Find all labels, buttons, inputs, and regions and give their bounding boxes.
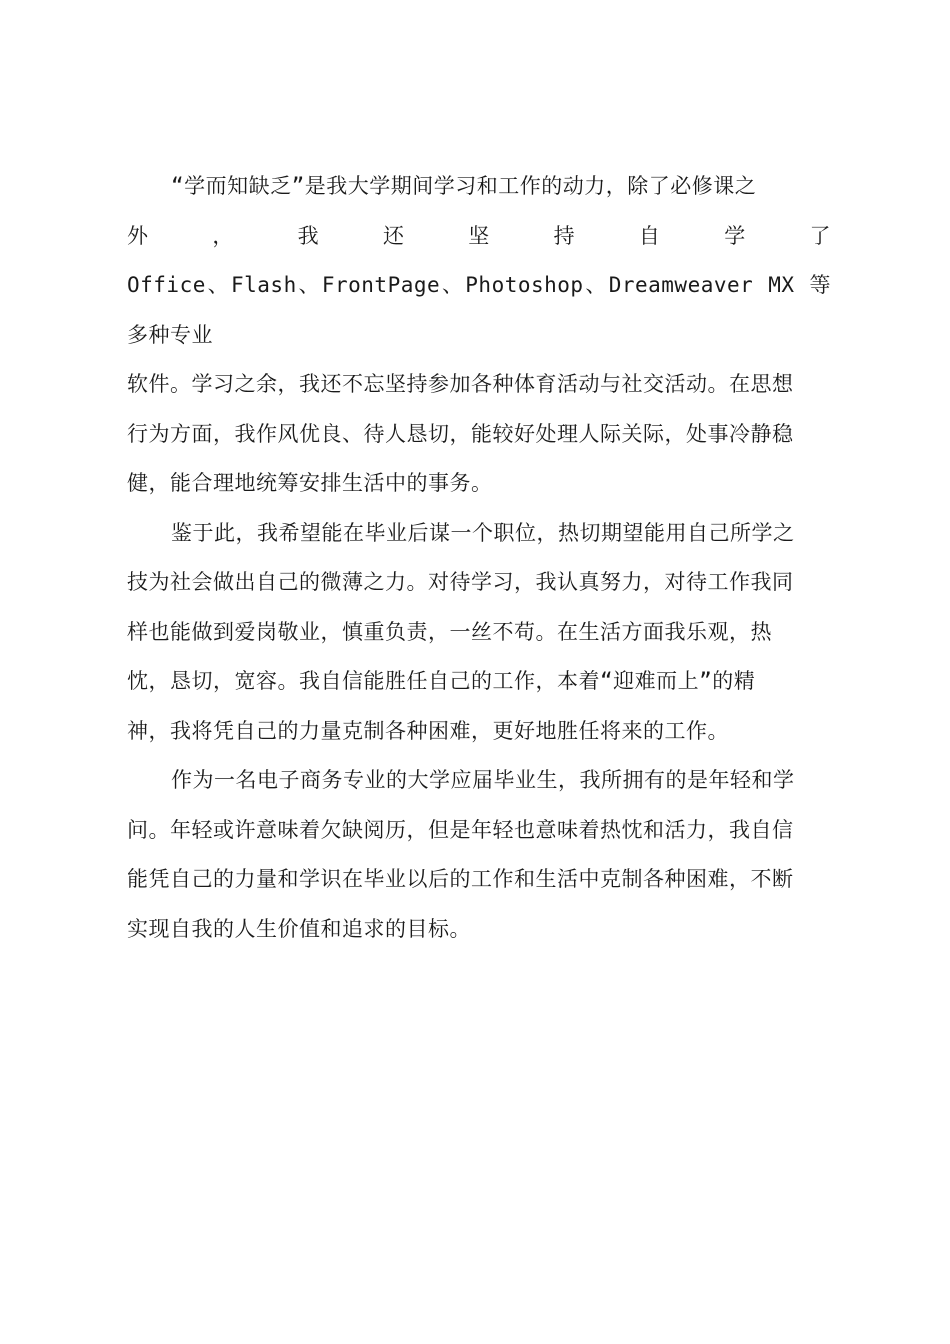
spread-char: ， [212,223,234,248]
text-line: 能凭自己的力量和学识在毕业以后的工作和生活中克制各种困难，不断 [127,867,794,891]
text-line: 技为社会做出自己的微薄之力。对待学习，我认真努力，对待工作我同 [127,570,794,594]
paragraph-self-study [127,162,831,509]
text-line: 问。年轻或许意味着欠缺阅历，但是年轻也意味着热忱和活力，我自信 [127,817,794,842]
spread-char: 还 [382,223,405,248]
text-line: 行为方面，我作风优良、待人恳切，能较好处理人际关际，处事冷静稳 [127,421,794,446]
text-line: 忱，恳切，宽容。我自信能胜任自己的工作，本着“迎难而上”的精 [127,669,756,693]
text-line: Office、Flash、FrontPage、Photoshop、Dreamweaver MX 等多种专业 [127,273,831,347]
text-line: 鉴于此，我希望能在毕业后谋一个职位，热切期望能用自己所学之 [171,520,795,545]
spread-char: 外 [127,223,149,248]
text-line: 作为一名电子商务专业的大学应届毕业生，我所拥有的是年轻和学 [171,768,795,792]
text-line: 实现自我的人生价值和追求的目标。 [127,916,471,941]
paragraph-conclusion [127,756,831,954]
spread-char: 自 [638,223,661,248]
text-line-spread [127,212,831,262]
spread-char: 学 [724,223,746,248]
spread-char: 坚 [468,223,490,248]
document-body [127,162,831,954]
text-line: “学而知缺乏”是我大学期间学习和工作的动力，除了必修课之 [171,174,757,198]
spread-char: 了 [809,223,831,248]
spread-char: 我 [297,223,320,248]
text-line: 样也能做到爱岗敬业，慎重负责，一丝不苟。在生活方面我乐观，热 [127,619,772,644]
spread-char: 持 [553,223,576,248]
text-line: 健，能合理地统筹安排生活中的事务。 [127,471,493,495]
text-line: 神，我将凭自己的力量克制各种困难，更好地胜任将来的工作。 [127,718,729,743]
paragraph-career-goal [127,509,831,757]
text-line: 软件。学习之余，我还不忘坚持参加各种体育活动与社交活动。在思想 [127,372,794,396]
